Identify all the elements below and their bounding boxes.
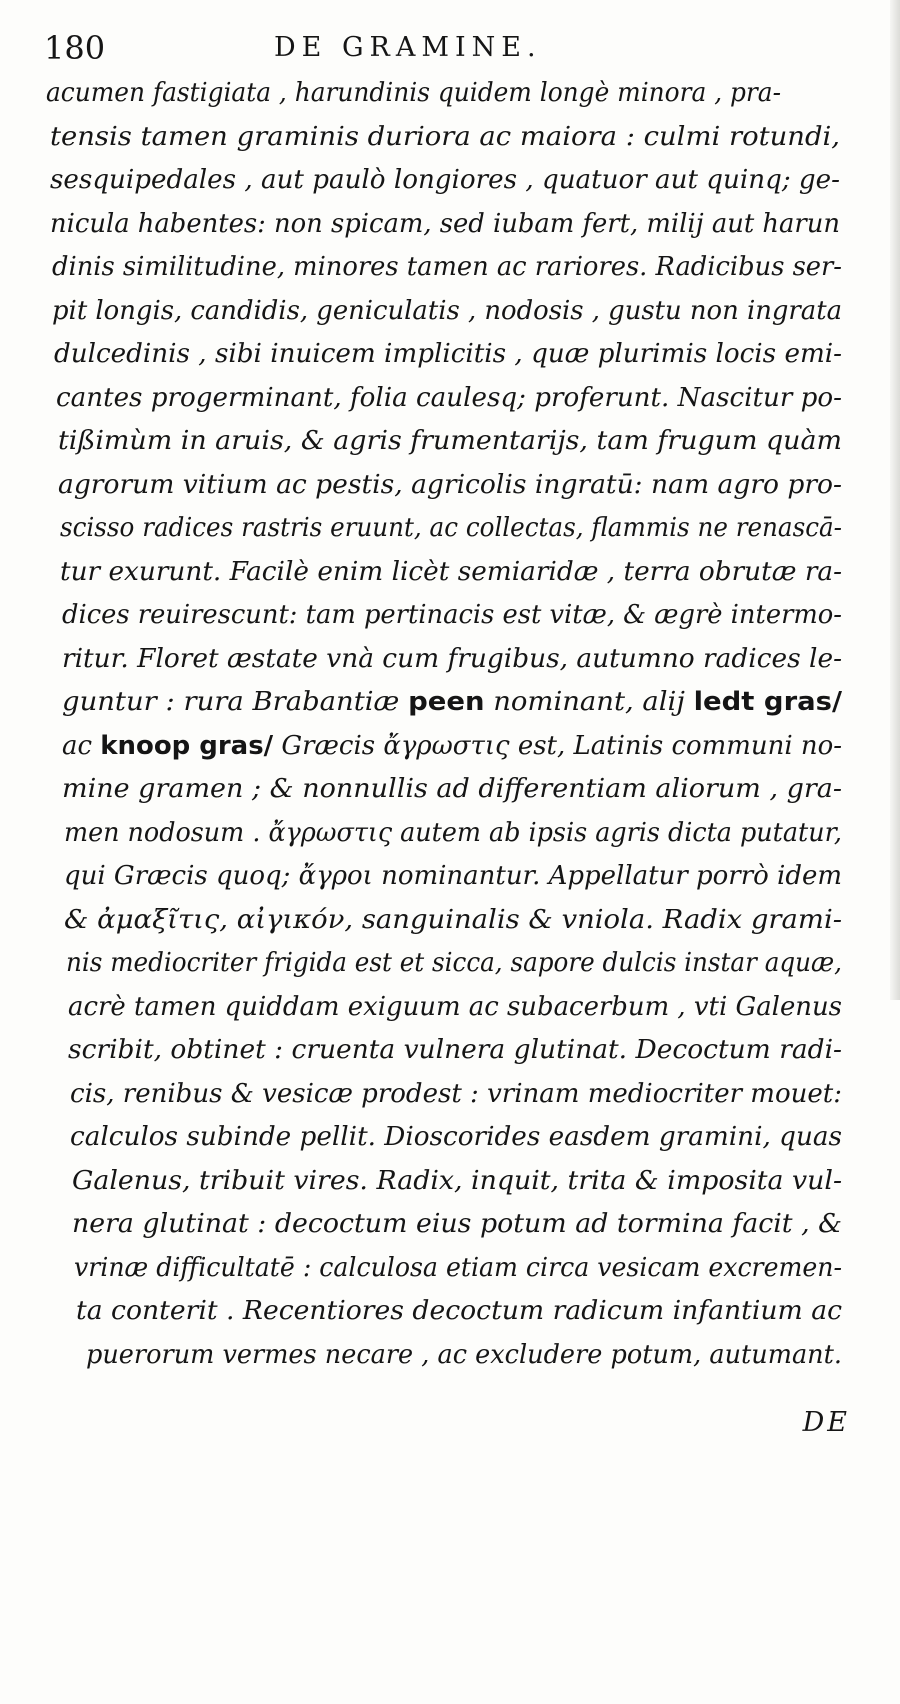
text-line [40,420,880,464]
blackletter-word: knoop gras/ [100,730,274,761]
text-line-content: pit longis, candidis, geniculatis , nodosis , gustu non ingrata [52,295,842,326]
text-line-content: men nodosum . ἄγρωστις autem ab ipsis agris dicta putatur, [64,817,842,848]
text-line [40,507,880,551]
text-line [40,333,880,377]
text-line [40,1290,880,1334]
text-line-content: nicula habentes: non spicam, sed iubam fert, milij aut harun [50,208,840,239]
text-line-content: ac knoop gras/ Græcis ἄγρωστις est, Latinis communi no- [62,730,842,761]
text-line-content: calculos subinde pellit. Dioscorides easdem gramini, quas [70,1122,842,1152]
text-line-content: cantes progerminant, folia caulesq; proferunt. Nascitur po- [56,382,842,413]
text-line [40,812,880,856]
text-line [40,986,880,1030]
text-line [40,1160,880,1204]
text-line-content: tensis tamen graminis duriora ac maiora : culmi rotundi, [50,121,840,152]
text-line [40,594,880,638]
text-line [40,855,880,899]
text-line-content: vrinæ difficultatē : calculosa etiam circa vesicam excremen- [74,1252,842,1283]
text-line [40,377,880,421]
text-line [40,638,880,682]
text-line-content: nera glutinat : decoctum eius potum ad tormina facit , & [72,1209,843,1239]
body-text [40,72,880,1377]
text-line [40,1029,880,1073]
text-line [40,1073,880,1117]
text-line-content: puerorum vermes necare , ac excludere potum, autumant. [86,1339,842,1370]
text-line [40,72,880,116]
page-number: 180 [44,29,106,67]
text-line-content: dices reuirescunt: tam pertinacis est vitæ, & ægrè intermo- [62,600,842,630]
text-line-content: acumen fastigiata , harundinis quidem longè minora , pra- [46,78,781,108]
text-line-content: nis mediocriter frigida est et sicca, sapore dulcis instar aquæ, [66,948,842,978]
text-line [40,1334,880,1378]
text-line-content: cis, renibus & vesicæ prodest : vrinam mediocriter mouet: [70,1078,842,1109]
text-line [40,290,880,334]
text-line [40,246,880,290]
text-line [40,768,880,812]
text-line [40,942,880,986]
blackletter-word: peen [408,687,485,717]
text-line [40,551,880,595]
text-line [40,203,880,247]
text-line-content: dinis similitudine, minores tamen ac rariores. Radicibus ser- [52,252,842,282]
text-line-content: agrorum vitium ac pestis, agricolis ingratū: nam agro pro- [58,469,842,500]
catchword: DE [802,1407,850,1438]
text-line-content: ta conterit . Recentiores decoctum radicum infantium ac [76,1296,842,1326]
text-line-content: & ἀμαξῖτις, αἰγικόν, sanguinalis & vniola. Radix grami- [64,904,842,935]
text-line-content: scisso radices rastris eruunt, ac collectas, flammis ne renascā- [60,513,842,543]
text-line-content: guntur : rura Brabantiæ peen nominant, alij ledt gras/ [62,687,842,717]
text-line [40,1247,880,1291]
text-line [40,1116,880,1160]
page-header [44,28,864,68]
text-line-content: ritur. Floret æstate vnà cum frugibus, autumno radices le- [62,643,843,674]
text-line [40,899,880,943]
text-line-content: tur exurunt. Facilè enim licèt semiaridæ , terra obrutæ ra- [60,556,843,587]
text-line-content: acrè tamen quiddam exiguum ac subacerbum , vti Galenus [68,991,842,1022]
text-line [40,681,880,725]
text-line [40,725,880,769]
page-edge-shadow [890,0,900,1000]
text-line [40,116,880,160]
blackletter-word: ledt gras/ [693,687,842,717]
text-line-content: tißimùm in aruis, & agris frumentarijs, tam frugum quàm [58,426,842,456]
text-line-content: dulcedinis , sibi inuicem implicitis , quæ plurimis locis emi- [54,339,842,369]
text-line-content: scribit, obtinet : cruenta vulnera glutinat. Decoctum radi- [68,1035,842,1065]
text-line-content: qui Græcis quoq; ἄγροι nominantur. Appellatur porrò idem [64,861,842,891]
text-line [40,159,880,203]
text-line [40,464,880,508]
text-line-content: sesquipedales , aut paulò longiores , quatuor aut quinq; ge- [50,165,840,195]
text-line-content: mine gramen ; & nonnullis ad differentiam aliorum , gra- [62,774,842,804]
running-head: DE GRAMINE. [274,32,542,63]
text-line [40,1203,880,1247]
text-line-content: Galenus, tribuit vires. Radix, inquit, trita & imposita vul- [72,1165,842,1196]
